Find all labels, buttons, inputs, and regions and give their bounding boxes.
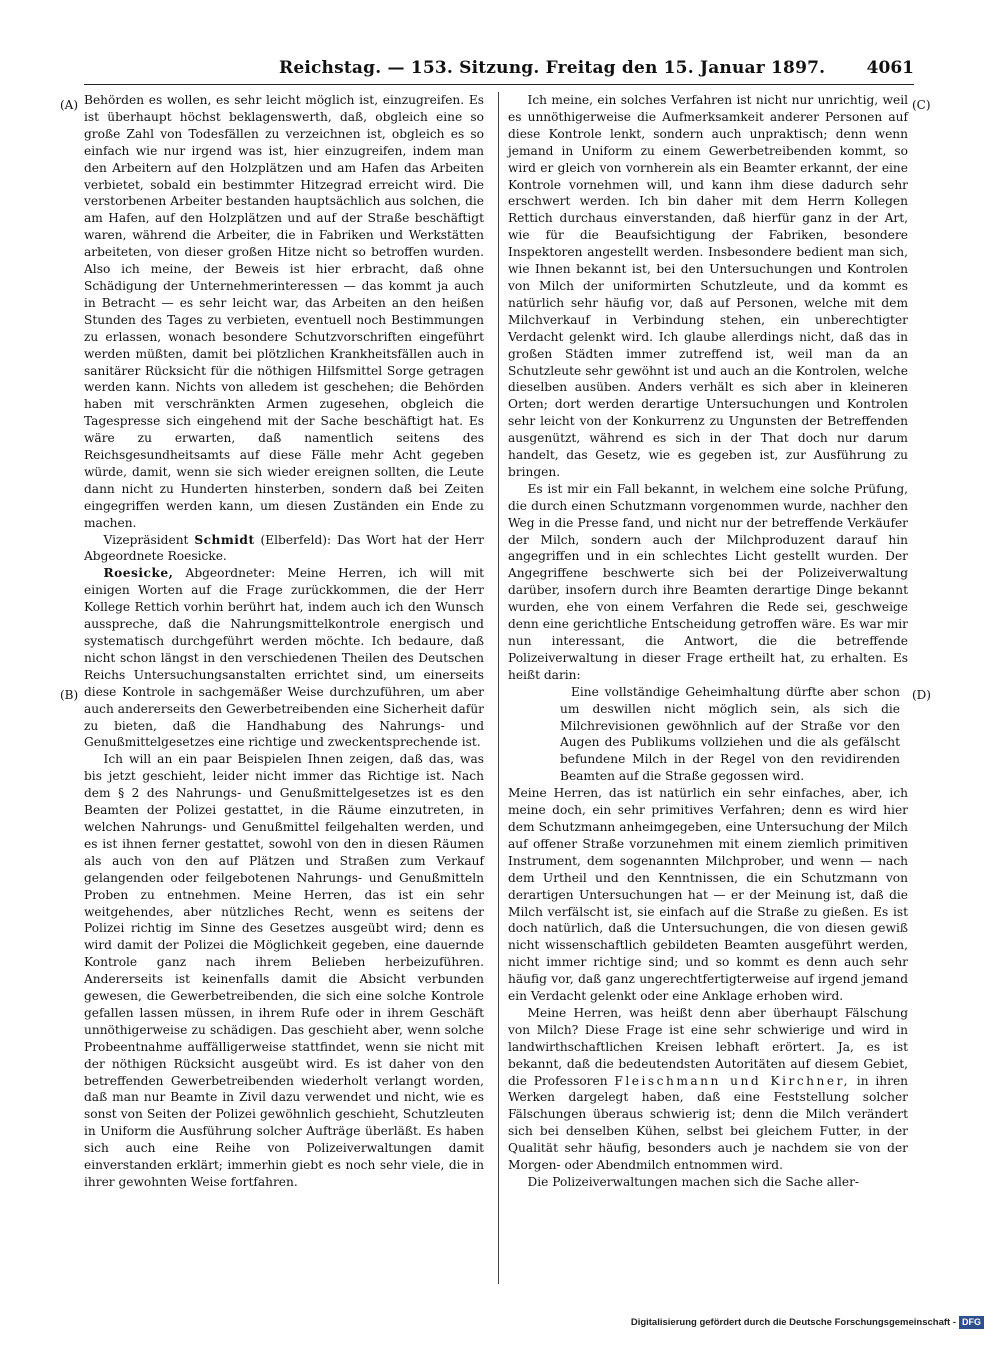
speaker-name: Schmidt	[194, 532, 255, 547]
speaker-name: Roesicke,	[103, 566, 174, 581]
margin-mark-b: (B)	[60, 688, 79, 702]
dfg-logo-icon: DFG	[959, 1316, 984, 1329]
paragraph: Es ist mir ein Fall bekannt, in welchem eine solche Prüfung, die durch einen Schutzmann vorgenommen wurde, nachher den Weg in die Presse fand, und nicht nur der betreffende Verkäufer der Milch, sondern auch der Milchproduzent darauf hin angegriffen und in ein schlechtes Licht gestellt wurden. Der Angegriffene beschwerte sich bei der Polizeiverwaltung darüber, insofern durch ihre Beamten derartige Dinge bekannt wurden, ehe von einem Verfahren die Rede sei, geschweige denn eine gerichtliche Entscheidung getroffen wäre. Es war mir nun interessant, die Antwort, die die betreffende Polizeiverwaltung in dieser Frage ertheilt hat, zu erhalten. Es heißt darin:	[508, 481, 908, 682]
page-number: 4061	[866, 58, 914, 78]
paragraph-text: Meine Herren, was heißt denn aber überhaupt Fälschung von Milch? Diese Frage ist eine sehr schwierige und wird in landwirthschaftlichen Kreisen lebhaft erörtert. Ja, es ist bekannt, daß die bedeutendsten Autoritäten auf diesem Gebiet, die Professoren	[508, 1005, 908, 1088]
digitization-footer	[631, 1315, 984, 1329]
paragraph: Die Polizeiverwaltungen machen sich die Sache aller-	[527, 1175, 860, 1189]
margin-mark-a: (A)	[60, 98, 79, 112]
header-rule	[84, 84, 914, 85]
speech-text: Abgeordneter: Meine Herren, ich will mit einigen Worten auf die Frage zurückkommen, die der Herr Kollege Rettich vorhin berührt hat, indem auch ich den Wunsch ausspreche, daß die Nahrungsmittelkontrole energisch und systematisch durchgeführt werden möchte. Ich bedaure, daß nicht schon längst in den verschiedenen Theilen des Deutschen Reichs Untersuchungsanstalten errichtet sind, um einerseits diese Kontrole in sachgemäßer Weise durchzuführen, um aber auch andererseits den Gewerbetreibenden eine Sicherheit dafür zu bieten, daß die Handhabung des Nahrungs- und Genußmittelgesetzes eine richtige und zweckentsprechende ist.	[84, 566, 484, 750]
left-column	[84, 92, 484, 1191]
block-quote: Eine vollständige Geheimhaltung dürfte aber schon um deswillen nicht möglich sein, als sich die Milchrevisionen gewöhnlich auf der Straße vor den Augen des Publikums vollziehen und die als gefälscht befundene Milch in der Regel von den revidirenden Beamten auf die Straße gegossen wird.	[560, 684, 900, 784]
running-head: Reichstag. — 153. Sitzung. Freitag den 15. Januar 1897.	[279, 58, 826, 78]
paragraph: Ich meine, ein solches Verfahren ist nicht nur unrichtig, weil es unnöthigerweise die Aufmerksamkeit anderer Personen auf diese Kontrole lenkt, sondern auch unpraktisch; denn wenn jemand in Uniform zu einem Gewerbetreibenden kommt, so wird er gleich von vornherein als ein Beamter erkannt, der eine Kontrole vornehmen will, und kann ihm diese dadurch sehr erschwert werden. Ich bin daher mit dem Herrn Kollegen Rettich durchaus einverstanden, daß hierfür ganz in der Art, wie für die Beaufsichtigung der Fabriken, besondere Inspektoren angestellt werden. Insbesondere bedient man sich, wie Ihnen bekannt ist, bei den Untersuchungen und Kontrolen von Milch der uniformirten Schutzleute, und da kommt es natürlich sehr häufig vor, daß auf Personen, welche mit dem Milchverkauf in Verbindung stehen, ein unberechtigter Verdacht gelenkt wird. Ich glaube allerdings nicht, daß das in großen Städten immer zutreffend ist, weil man da an Schutzleute sehr gewöhnt ist und auch an die Kontrolen, welche dieselben ausüben. Anders verhält es sich aber in kleineren Orten; dort werden derartige Untersuchungen und Kontrolen sehr leicht von der Konkurrenz zu Ungunsten der Betreffenden ausgenützt, während es sich in der That doch nur darum handelt, das Gesetz, wie es gegeben ist, zur Ausführung zu bringen.	[508, 93, 908, 479]
remark-text: (Elberfeld): Das Wort hat der Herr Abgeordnete Roesicke.	[84, 532, 484, 564]
paragraph: Meine Herren, das ist natürlich ein sehr einfaches, aber, ich meine doch, ein sehr primitives Verfahren; denn es wird hier dem Schutzmann anheimgegeben, eine Untersuchung der Milch auf offener Straße vorzunehmen mit einem ziemlich primitiven Instrument, dem sogenannten Milchprober, und wenn — nach dem Urtheil und den Kenntnissen, die ein Schutzmann von derartigen Untersuchungen hat — er der Meinung ist, daß die Milch verfälscht ist, sie einfach auf die Straße zu gießen. Es ist doch natürlich, daß die Untersuchungen, die von diesen gewiß nicht wissenschaftlich gebildeten Beamten ausgeführt werden, nicht immer richtige sind; und so kommt es denn auch sehr häufig vor, daß ganz ungerechtfertigterweise auf irgend jemand ein Verdacht gelenkt oder eine Anklage erhoben wird.	[508, 786, 908, 1004]
vice-president-remark	[84, 532, 484, 566]
cited-names: Fleischmann und Kirchner,	[614, 1073, 850, 1088]
paragraph-text: in ihren Werken dargelegt haben, daß eine Feststellung solcher Fälschungen überaus schwierig ist; denn die Milch verändert sich bei denselben Kühen, selbst bei gleichem Futter, in der Qualität sehr häufig, besonders auch je nachdem sie von der Morgen- oder Abendmilch entnommen wird.	[508, 1073, 909, 1173]
paragraph	[508, 1005, 908, 1174]
page-header	[84, 58, 914, 82]
paragraph: Ich will an ein paar Beispielen Ihnen zeigen, daß das, was bis jetzt geschieht, leider nicht immer das Richtige ist. Nach dem § 2 des Nahrungs- und Genußmittelgesetzes ist es den Beamten der Polizei gestattet, in die Räume einzutreten, in welchen Nahrungs- und Genußmittel feilgehalten werden, und es ist ihnen ferner gestattet, sowohl von den in diesen Räumen als auch von den auf Plätzen und Straßen zum Verkauf gelangenden oder feilgebotenen Nahrungs- und Genußmitteln Proben zu entnehmen. Meine Herren, das ist ein sehr weitgehendes, aber nützliches Recht, wenn es seitens der Polizei richtig im Sinne des Gesetzes ausgeübt wird; denn es wird damit der Polizei die Möglichkeit gegeben, eine dauernde Kontrole ganz nach ihrem Belieben herbeizuführen. Andererseits ist keinenfalls damit die Absicht verbunden gewesen, die Gewerbetreibenden, die sich eine solche Kontrole gefallen lassen müssen, in ihrem Rufe oder in ihrem Geschäft unnöthigerweise zu schädigen. Das geschieht aber, wenn solche Probeentnahme auffälligerweise stattfindet, wenn sie nicht mit der nöthigen Rücksicht ausgeübt wird. Es ist daher von den betreffenden Gewerbetreibenden wiederholt verlangt worden, daß man nur Beamte in Zivil dazu verwendet und nicht, wie es sonst von Seiten der Polizei gewöhnlich geschieht, Schutzleuten in Uniform die Ausführung solcher Aufträge überläßt. Es haben sich auch eine Reihe von Polizeiverwaltungen damit einverstanden erklärt; immerhin giebt es noch sehr viele, die in ihrer gewohnten Weise fortfahren.	[84, 752, 484, 1189]
speech-paragraph	[84, 565, 484, 751]
remark-prefix: Vizepräsident	[103, 532, 195, 547]
margin-mark-d: (D)	[912, 688, 931, 702]
paragraph: Behörden es wollen, es sehr leicht möglich ist, einzugreifen. Es ist überhaupt höchst beklagenswerth, daß, obgleich eine so große Zahl von Todesfällen zu verzeichnen ist, obgleich es so einfach wie nur irgend was ist, hier einzugreifen, indem man den Arbeitern auf den Holzplätzen und am Hafen das Arbeiten verbietet, sobald ein bestimmter Hitzegrad erreicht wird. Die verstorbenen Arbeiter bestanden hauptsächlich aus solchen, die am Hafen, auf den Holzplätzen und auf der Straße beschäftigt waren, während die Arbeiter, die in Fabriken und Werkstätten arbeiteten, von dieser großen Hitze nicht so betroffen wurden. Also ich meine, der Beweis ist hier erbracht, daß ohne Schädigung der Unternehmerinteressen — das kommt ja auch in Betracht — es sehr leicht war, das Arbeiten an den heißen Stunden des Tages zu verbieten, eventuell noch Bestimmungen zu erlassen, wonach besondere Schutzvorschriften eingeführt werden müßten, damit bei plötzlichen Krankheitsfällen auch in sanitärer Rücksicht für die nöthigen Hilfsmittel Sorge getragen werden kann. Nichts von alledem ist geschehen; die Behörden haben mit verschränkten Armen zugesehen, obgleich die Tagespresse sich eingehend mit der Sache beschäftigt hat. Es wäre zu erwarten, daß namentlich seitens des Reichsgesundheitsamts auf diese Fälle mehr Acht gegeben würde, damit, wenn sie sich wieder ereignen sollten, die Leute dann nicht zu Hunderten hinsterben, sondern daß bei Zeiten eingegriffen werden kann, um diesen Zuständen ein Ende zu machen.	[84, 93, 484, 530]
footer-credit: Digitalisierung gefördert durch die Deutsche Forschungsgemeinschaft -	[630, 1316, 956, 1328]
margin-mark-c: (C)	[912, 98, 931, 112]
column-divider	[498, 92, 499, 1284]
right-column	[508, 92, 908, 1191]
